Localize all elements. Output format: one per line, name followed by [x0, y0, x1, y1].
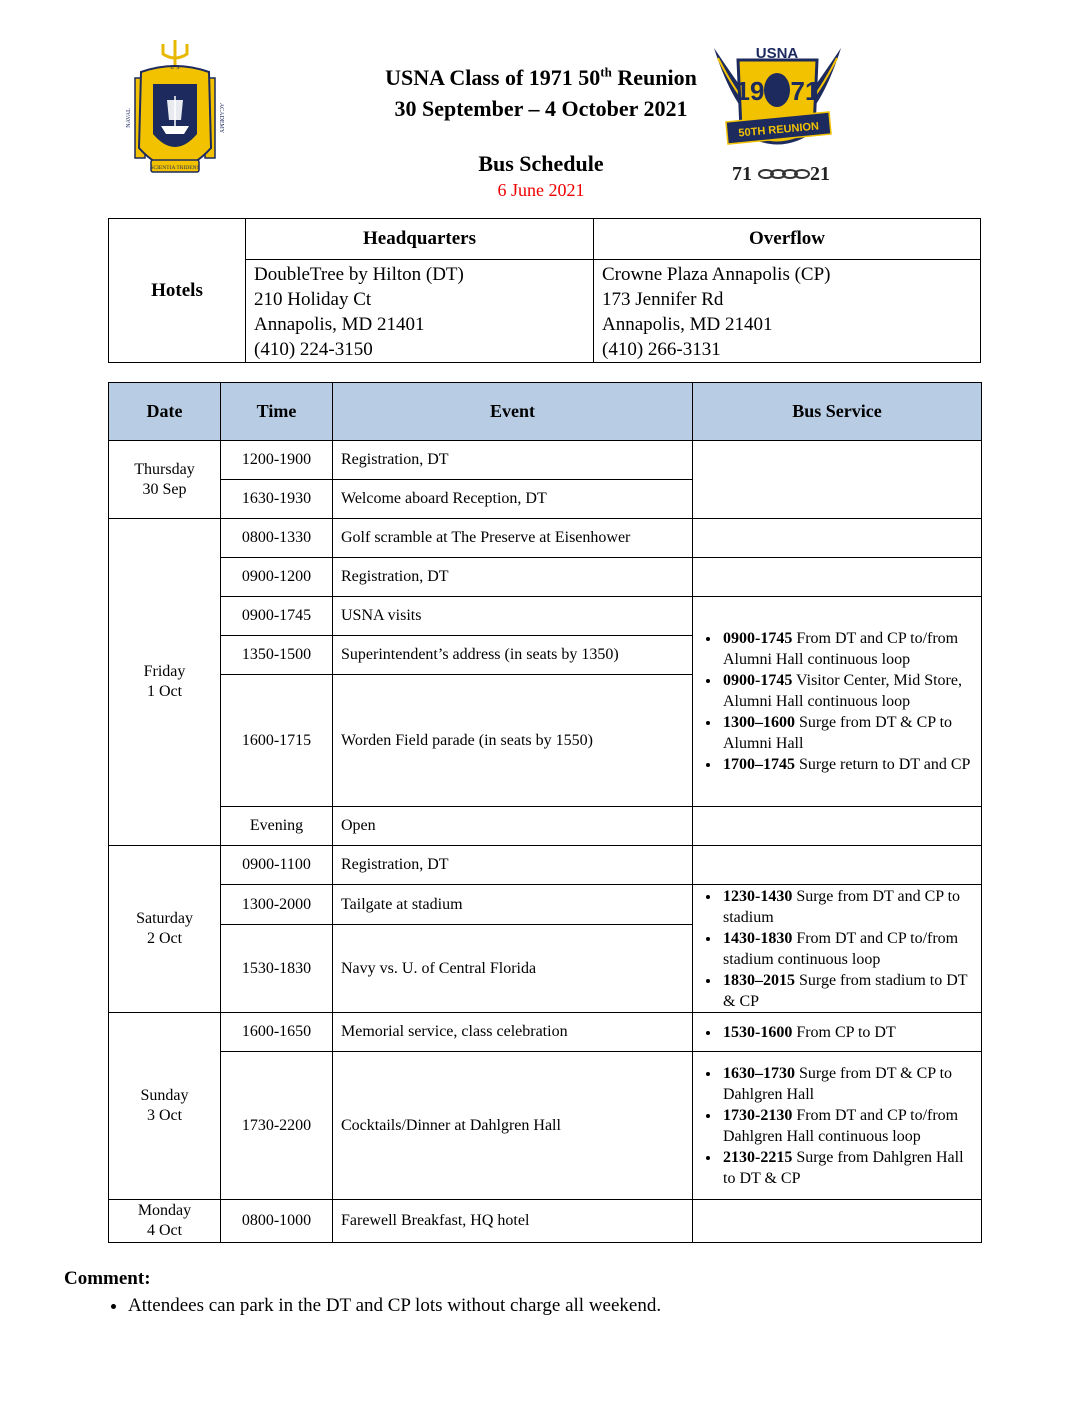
- reunion-logo-year-right: 71: [790, 76, 820, 106]
- time-cell: 1350-1500: [221, 636, 333, 675]
- table-row: [109, 885, 982, 925]
- document-date: 6 June 2021: [497, 180, 585, 200]
- date-cell-thursday: Thursday 30 Sep: [109, 441, 221, 519]
- date-cell-friday: Friday 1 Oct: [109, 519, 221, 846]
- table-row: [109, 1052, 982, 1200]
- reunion-logo-banner: 50TH REUNION: [738, 120, 820, 140]
- bus-cell-saturday: [693, 885, 982, 1013]
- time-cell: 1530-1830: [221, 925, 333, 1013]
- event-cell: Cocktails/Dinner at Dahlgren Hall: [333, 1052, 693, 1200]
- event-cell: Welcome aboard Reception, DT: [333, 480, 693, 519]
- hotels-header-row: [109, 219, 981, 260]
- list-item: • 1700–1745 Surge return to DT and CP: [721, 754, 975, 775]
- time-cell: 0900-1100: [221, 846, 333, 885]
- list-item: • 1430-1830 From DT and CP to/from stadium continuous loop: [721, 928, 975, 970]
- hotels-label: Hotels: [109, 219, 246, 363]
- reunion-logo-usna: USNA: [755, 45, 799, 62]
- bus-service-list: [699, 1063, 975, 1189]
- crest-text-top: U S: [170, 65, 180, 71]
- reunion-logo-bottom-left: 71: [732, 163, 752, 185]
- overflow-address: [594, 260, 981, 363]
- time-cell: Evening: [221, 807, 333, 846]
- list-item: • 2130-2215 Surge from Dahlgren Hall to DT & CP: [721, 1147, 975, 1189]
- table-row: [109, 846, 982, 885]
- table-row: [109, 1013, 982, 1052]
- reunion-logo-bottom-right: 21: [810, 163, 830, 185]
- bus-cell-empty: [693, 1200, 982, 1243]
- bus-cell-empty: [693, 558, 982, 597]
- hotels-table: [108, 218, 981, 363]
- title-line-2: 30 September – 4 October 2021: [394, 96, 688, 121]
- time-cell: 0800-1330: [221, 519, 333, 558]
- schedule-header-row: [109, 383, 982, 441]
- event-cell: Superintendent’s address (in seats by 1350): [333, 636, 693, 675]
- hq-phone: (410) 224-3150: [254, 339, 373, 360]
- time-cell: 1730-2200: [221, 1052, 333, 1200]
- time-cell: 1300-2000: [221, 885, 333, 925]
- bus-cell-empty: [693, 519, 982, 558]
- crest-text-right: ACADEMY: [218, 102, 224, 134]
- list-item: • 0900-1745 From DT and CP to/from Alumni Hall continuous loop: [721, 628, 975, 670]
- bus-service-list: [699, 628, 975, 775]
- event-cell: Farewell Breakfast, HQ hotel: [333, 1200, 693, 1243]
- list-item: • 1230-1430 Surge from DT and CP to stadium: [721, 886, 975, 928]
- comment-list: [64, 1294, 661, 1318]
- bus-cell-sunday-2: [693, 1052, 982, 1200]
- bus-cell-sunday-1: [693, 1013, 982, 1052]
- title-line-1: USNA Class of 1971 50th Reunion: [385, 64, 697, 90]
- overflow-header: Overflow: [594, 219, 981, 260]
- list-item: • 1830–2015 Surge from stadium to DT & CP: [721, 970, 975, 1012]
- headquarters-address: [246, 260, 594, 363]
- comment-heading: Comment:: [64, 1268, 151, 1289]
- overflow-street: 173 Jennifer Rd: [602, 289, 724, 310]
- list-item: • 0900-1745 Visitor Center, Mid Store, Alumni Hall continuous loop: [721, 670, 975, 712]
- table-row: [109, 1200, 982, 1243]
- reunion-logo-year-left: 19: [735, 76, 765, 106]
- hq-name: DoubleTree by Hilton (DT): [254, 264, 464, 285]
- crest-text-left: NAVAL: [126, 108, 132, 128]
- bus-cell-empty: [693, 846, 982, 885]
- list-item: • 1300–1600 Surge from DT & CP to Alumni Hall: [721, 712, 975, 754]
- bus-service-header: Bus Service: [693, 383, 982, 441]
- event-cell: Registration, DT: [333, 441, 693, 480]
- bus-service-list: [699, 1022, 975, 1043]
- bus-schedule-table: [108, 382, 982, 1243]
- overflow-name: Crowne Plaza Annapolis (CP): [602, 264, 831, 285]
- date-cell-sunday: Sunday 3 Oct: [109, 1013, 221, 1200]
- time-cell: 0900-1745: [221, 597, 333, 636]
- table-row: [109, 597, 982, 636]
- time-cell: 1200-1900: [221, 441, 333, 480]
- time-header: Time: [221, 383, 333, 441]
- event-cell: USNA visits: [333, 597, 693, 636]
- chain-icon: [759, 170, 809, 178]
- table-row: [109, 558, 982, 597]
- bus-cell-empty: [693, 441, 982, 519]
- list-item: • 1630–1730 Surge from DT & CP to Dahlgren Hall: [721, 1063, 975, 1105]
- list-item: • Attendees can park in the DT and CP lots without charge all weekend.: [128, 1294, 661, 1318]
- bus-cell-friday: [693, 597, 982, 807]
- list-item: • 1530-1600 From CP to DT: [721, 1022, 975, 1043]
- event-cell: Registration, DT: [333, 846, 693, 885]
- document-title: [322, 62, 760, 124]
- date-cell-saturday: Saturday 2 Oct: [109, 846, 221, 1013]
- document-subtitle: Bus Schedule: [478, 151, 604, 176]
- time-cell: 0900-1200: [221, 558, 333, 597]
- overflow-city: Annapolis, MD 21401: [602, 314, 773, 335]
- date-header: Date: [109, 383, 221, 441]
- time-cell: 1600-1650: [221, 1013, 333, 1052]
- table-row: [109, 519, 982, 558]
- bus-service-list: [699, 886, 975, 1012]
- document-header: [0, 0, 1088, 215]
- list-item: • 1730-2130 From DT and CP to/from Dahlgren Hall continuous loop: [721, 1105, 975, 1147]
- date-cell-monday: Monday 4 Oct: [109, 1200, 221, 1243]
- event-cell: Navy vs. U. of Central Florida: [333, 925, 693, 1013]
- naval-academy-crest-icon: [121, 38, 229, 188]
- event-cell: Memorial service, class celebration: [333, 1013, 693, 1052]
- hq-street: 210 Holiday Ct: [254, 289, 372, 310]
- event-cell: Tailgate at stadium: [333, 885, 693, 925]
- class-1971-reunion-eagle-icon: [710, 38, 845, 188]
- time-cell: 1600-1715: [221, 675, 333, 807]
- event-header: Event: [333, 383, 693, 441]
- event-cell: Registration, DT: [333, 558, 693, 597]
- bus-cell-empty: [693, 807, 982, 846]
- headquarters-header: Headquarters: [246, 219, 594, 260]
- overflow-phone: (410) 266-3131: [602, 339, 721, 360]
- time-cell: 0800-1000: [221, 1200, 333, 1243]
- crest-text-bottom: SCIENTIA TRIDENS: [150, 165, 200, 171]
- table-row: [109, 441, 982, 480]
- hq-city: Annapolis, MD 21401: [254, 314, 425, 335]
- time-cell: 1630-1930: [221, 480, 333, 519]
- table-row: [109, 807, 982, 846]
- event-cell: Worden Field parade (in seats by 1550): [333, 675, 693, 807]
- event-cell: Golf scramble at The Preserve at Eisenhower: [333, 519, 693, 558]
- event-cell: Open: [333, 807, 693, 846]
